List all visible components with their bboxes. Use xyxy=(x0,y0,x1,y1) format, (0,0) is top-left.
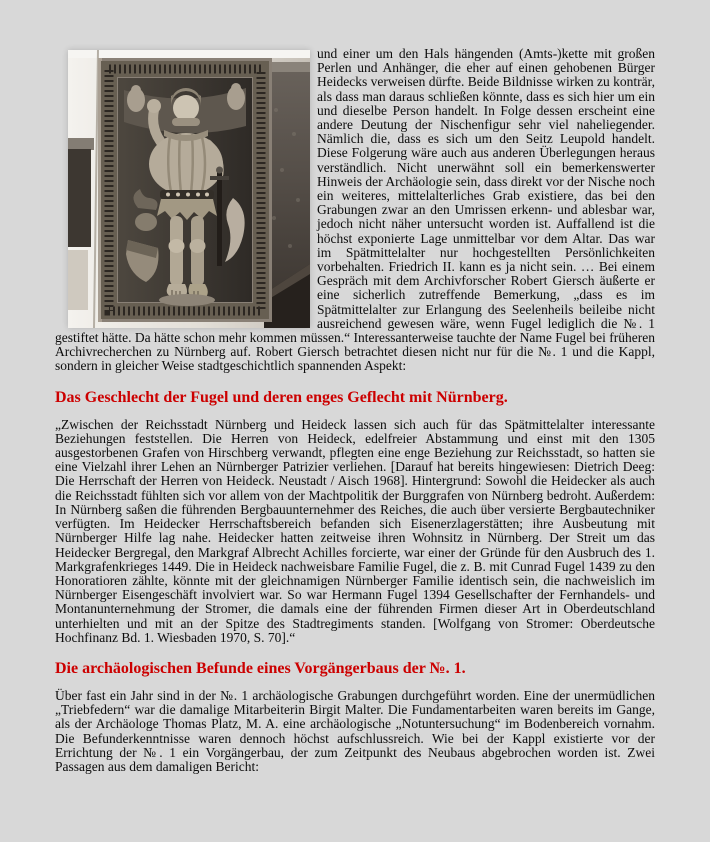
tomb-relief-illustration xyxy=(68,50,310,328)
tomb-relief-photo xyxy=(68,50,310,328)
section-heading-befunde: Die archäologischen Befunde eines Vorgängerbaus der №. 1. xyxy=(55,659,466,677)
section-heading-fugel: Das Geschlecht der Fugel und deren enges Geflecht mit Nürnberg. xyxy=(55,388,508,406)
paragraph-grabungen: Über fast ein Jahr sind in der №. 1 archäologische Grabungen durchgeführt worden. Eine der unermüdlichen „Triebfedern“ war die damalige Mitarbeiterin Birgit Malter. Die Fundamentarbeiten waren bereits im Gange, als der Archäologe Thomas Platz, M. A. eine archäologische „Notuntersuchung“ im Bodenbereich vornahm. Die Befunderkenntnisse waren dennoch höchst aufschlussreich. Wie bei der Kappl existierte vor der Errichtung der №. 1 ein Vorgängerbau, der zum Zeitpunkt des Neubaus abgebrochen worden ist. Zwei Passagen aus dem damaligen Bericht: xyxy=(55,687,655,774)
paragraph-continuation: und einer um den Hals hängenden (Amts-)kette mit großen Perlen und Anhänger, die eher auf einen gehobenen Bürger Heidecks verweisen dürfte. Beide Bildnisse wirken zu konträr, als dass man daraus schließen könnte, dass es sich hier um ein und dieselbe Person handelt. In Folge dessen erscheint eine andere Deutung der Nischenfigur sehr viel naheliegender. Nämlich die, dass es sich um den Seitz Leupold handelt. Diese Folgerung wäre auch aus anderen Überlegungen heraus verständlich. Nicht unerwähnt soll ein bemerkenswerter Hinweis der Archäologie sein, dass direkt vor der Nische noch ein weiteres, mittelalterliches Grab existiere, das bei den Grabungen zwar an den Umrissen erkenn- und ablesbar war, jedoch nicht näher untersucht worden ist. Auffallend ist die höchst exponierte Lage unmittelbar vor dem Altar. Das war im Spätmittelalter nur hochgestellten Persönlichkeiten vorbehalten. Friedrich II. kann es ja nicht sein. … Bei einem Gespräch mit dem Archivforscher Robert Giersch äußerte er eine sicherlich zutreffende Bemerkung, „dass es im Spätmittelalter zur Erlangung des Seelenheils beileibe nicht ausreichend gewesen wäre, wenn Fugel lediglich die №. 1 gestiftet hätte. Da hätte schon mehr kommen müssen.“ Interessanterweise tauchte der Name Fugel bei früheren Archivrecherchen zu Nürnberg auf. Robert Giersch betrachtet diesen nicht nur für die №. 1 und die Kappl, sondern in gleicher Weise stadtgeschichtlich spannenden Aspekt: xyxy=(55,46,655,374)
paragraph-fugel-nuernberg: „Zwischen der Reichsstadt Nürnberg und Heideck lassen sich auch für das Spätmittelalter interessante Beziehungen feststellen. Die Herren von Heideck, edelfreier Abstammung und einst mit den 1305 ausgestorbenen Grafen von Hirschberg verwandt, pflegten eine enge Beziehung zur Reichsstadt, so hatten sie eine Vielzahl ihrer Lehen an Nürnberger Patrizier verliehen. [Darauf hat bereits hingewiesen: Dietrich Deeg: Die Herrschaft der Herren von Heideck. Neustadt / Aisch 1968]. Hintergrund: Sowohl die Heidecker als auch die Reichsstadt fühlten sich vor allem von der Machtpolitik der Burggrafen von Nürnberg bedroht. Außerdem: In Nürnberg saßen die führenden Bergbauunternehmer des Reiches, die auch über versierte Bergbautechniker verfügten. Im Heidecker Herrschaftsbereich befanden sich Eisenerzlagerstätten; ihre Ausbeutung mit Nürnberger Hilfe lag nahe. Heidecker hatten zeitweise ihren Wohnsitz in Nürnberg. Der Streit um das Heidecker Bergregal, den Markgraf Albrecht Achilles forcierte, war einer der Gründe für den Ausbruch des 1. Markgrafenkrieges 1449. Die in Heideck nachweisbare Familie Fugel, die z. B. mit Cunrad Fugel 1439 zu den Honoratioren zählte, könnte mit der gleichnamigen Nürnberger Familie identisch sein, die nachweislich im Nürnberger Eisengeschäft involviert war. So war Hermann Fugel 1394 Gesellschafter der Fernhandels- und Montanunternehmung der Stromer, die damals eine der führenden Firmen dieser Art in Oberdeutschland unterhielten und mit an der Spitze des Stadtregiments standen. [Wolfgang von Stromer: Oberdeutsche Hochfinanz Bd. 1. Wiesbaden 1970, S. 70].“ xyxy=(55,416,655,645)
